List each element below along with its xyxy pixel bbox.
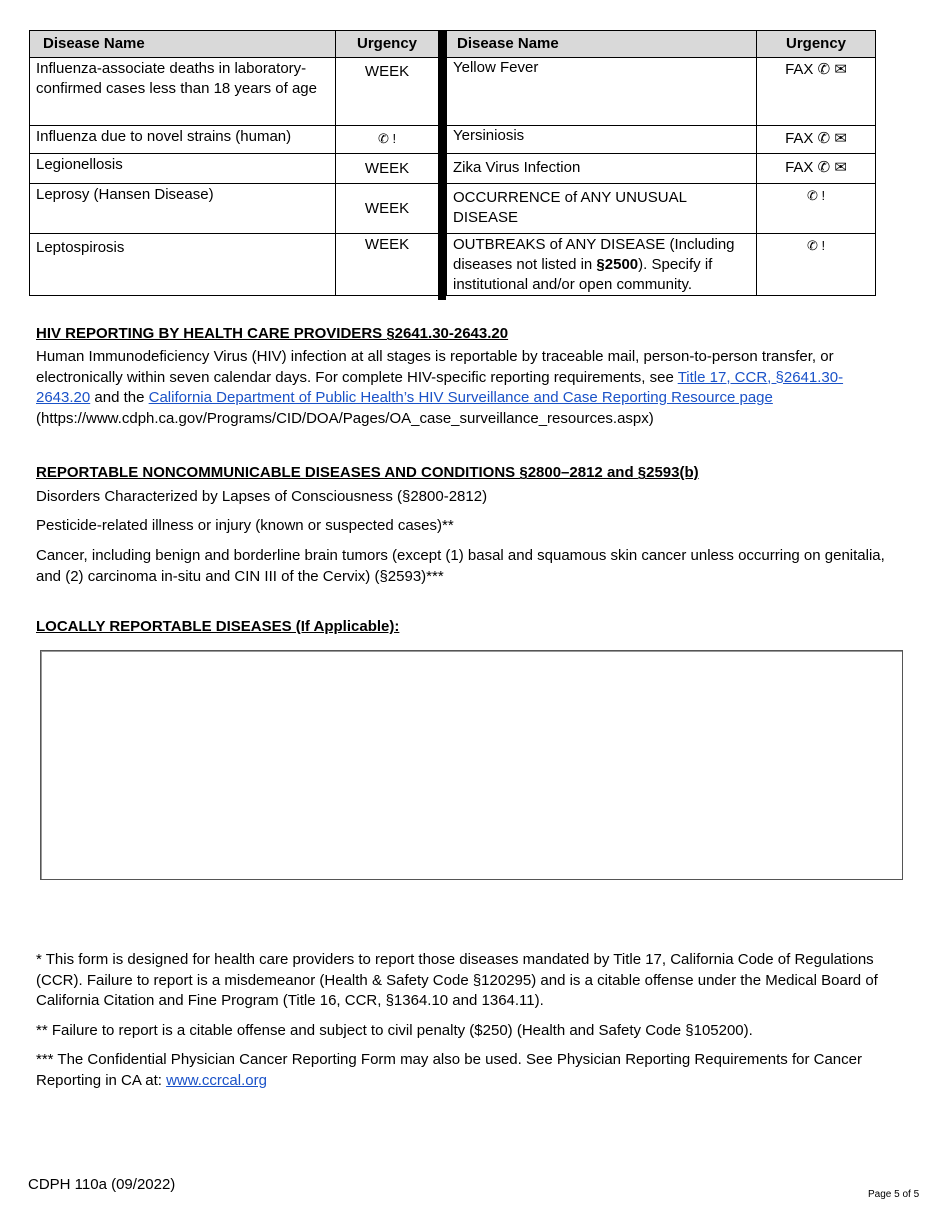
page-number: Page 5 of 5 [868,1189,920,1200]
urgency-value: ✆ ! [757,234,876,296]
hiv-text-3: (https://www.cdph.ca.gov/Programs/CID/DOA/Pages/OA_case_surveillance_resources.aspx) [36,409,654,427]
table-row [30,154,439,184]
table-row [447,234,876,296]
column-header-urgency: Urgency [757,31,876,58]
table-row [447,154,876,184]
urgency-value: FAX ✆ ✉ [757,126,876,154]
table-row [30,126,439,154]
disease-name: OCCURRENCE of ANY UNUSUAL DISEASE [447,184,757,234]
outbreak-text-section: §2500 [596,256,639,273]
disease-name: Leptospirosis [30,234,336,296]
disease-name: Influenza-associate deaths in laboratory-confirmed cases less than 18 years of age [30,58,336,126]
noncommunicable-heading: REPORTABLE NONCOMMUNICABLE DISEASES AND CONDITIONS §2800–2812 and §2593(b) [36,464,699,481]
table-header-row [447,31,876,58]
urgency-value: WEEK [336,154,439,184]
noncommunicable-item: Cancer, including benign and borderline brain tumors (except (1) basal and squamous skin cancer unless occurring on genitalia, and (2) carcinoma in-situ and CIN III of the Cervix) (§2593)*** [36,547,885,585]
cdph-resource-link[interactable]: California Department of Public Health’s HIV Surveillance and Case Reporting Resource page [148,389,773,406]
hiv-paragraph [36,347,876,429]
table-header-row [30,31,439,58]
footnote-2: ** Failure to report is a citable offense and subject to civil penalty ($250) (Health and Safety Code §105200). [36,1022,753,1039]
urgency-value: FAX ✆ ✉ [757,58,876,126]
disease-name: Yellow Fever [447,58,757,126]
disease-name: Yersiniosis [447,126,757,154]
table-row [447,58,876,126]
urgency-value: WEEK [336,58,439,126]
footnote-3-text: *** The Confidential Physician Cancer Reporting Form may also be used. See Physician Reporting Requirements for Cancer Reporting in CA at: [36,1051,862,1089]
urgency-value: ✆ ! [336,126,439,154]
table-row [30,184,439,234]
disease-name: Zika Virus Infection [447,154,757,184]
hiv-text-1: Human Immunodeficiency Virus (HIV) infection at all stages is reportable by traceable mail, person-to-person transfer, or electronically within seven calendar days. For complete HIV-specific reporting requirements, see [36,348,834,386]
disease-table-right [446,30,876,296]
noncommunicable-item: Disorders Characterized by Lapses of Consciousness (§2800-2812) [36,488,488,505]
column-header-disease-name: Disease Name [447,31,757,58]
outbreak-text-post: ). Specify if institutional and/or open community. [453,256,713,293]
disease-table-left [29,30,439,296]
form-id: CDPH 110a (09/2022) [28,1176,176,1193]
table-row [30,234,439,296]
urgency-value: FAX ✆ ✉ [757,154,876,184]
disease-name: Influenza due to novel strains (human) [30,126,336,154]
column-header-urgency: Urgency [336,31,439,58]
table-divider [438,30,446,300]
disease-name: Leprosy (Hansen Disease) [30,184,336,234]
outbreak-text-pre: OUTBREAKS of ANY DISEASE (Including diseases not listed in [453,236,735,273]
footnote-3 [36,1050,876,1091]
noncommunicable-item: Pesticide-related illness or injury (known or suspected cases)** [36,517,454,534]
table-row [447,184,876,234]
footnote-1: * This form is designed for health care providers to report those diseases mandated by Title 17, California Code of Regulations (CCR). Failure to report is a misdemeanor (Health & Safety Code §120295) and is a citable offense under the Medical Board of California Citation and Fine Program (Title 16, CCR, §1364.10 and 1364.11). [36,951,878,1009]
urgency-value: ✆ ! [757,184,876,234]
table-row [447,126,876,154]
local-heading: LOCALLY REPORTABLE DISEASES (If Applicable): [36,618,400,635]
urgency-value: WEEK [336,234,439,296]
hiv-heading: HIV REPORTING BY HEALTH CARE PROVIDERS §2641.30-2643.20 [36,325,509,342]
ccrcal-link[interactable]: www.ccrcal.org [166,1071,267,1089]
disease-name [447,234,757,296]
column-header-disease-name: Disease Name [30,31,336,58]
local-diseases-field[interactable] [40,650,903,880]
disease-name: Legionellosis [30,154,336,184]
hiv-text-2: and the [90,389,149,406]
urgency-value: WEEK [336,184,439,234]
title17-link[interactable]: Title 17, CCR, §2641.30-2643.20 [36,368,844,406]
table-row [30,58,439,126]
